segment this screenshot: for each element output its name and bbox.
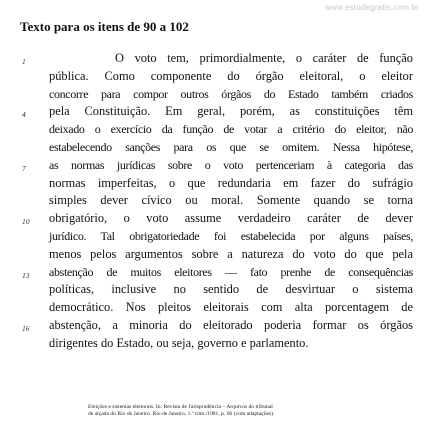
line-text: abstenção de muitos eleitores — fato prenhe de consequências [49,264,413,279]
text-line [0,299,425,317]
line-text: simples dever cívico ou moral. Somente quando se torna [49,193,413,208]
line-text: pública. Como componente do órgão eleitoral, o eleitor [49,68,413,83]
text-body [0,50,425,353]
text-line [0,335,425,353]
line-number: 13 [22,270,30,280]
watermark: www.estudegratis.com.br [325,3,419,12]
text-line [0,157,425,175]
text-line [0,210,425,228]
text-line [0,317,425,335]
citation-line: de alçada do Rio de Janeiro. Rio de Janeiro, 1.º trim./1981, p. 66 (com adaptações). [88,411,275,418]
line-text: deixado o exercício da função de votar a critério do eleitor, não [49,122,413,137]
text-line [0,68,425,86]
text-line [0,50,425,68]
text-line [0,281,425,299]
citation-line: Eleições e sistemas eleitorais. In: Revista de Jurisprudência – Arquivos do tribunal [88,404,273,410]
line-number: 7 [22,163,26,173]
line-number: 16 [22,323,30,333]
line-text: normas imperfeitas, o que redundaria em fazer do sufrágio [49,175,413,190]
line-text: O voto tem, primordialmente, o caráter de função [115,51,413,65]
text-line [0,246,425,264]
line-text: políticas, inclusive no sentido de desvirtuar o sistema [49,282,413,297]
text-line [0,228,425,246]
line-text: abstenção, a minoria do eleitorado poderia formar os órgãos [49,317,413,332]
line-text: pela Constituição. Em geral, porém, as constituições têm [49,104,413,119]
line-text: jurídico. Tal obrigatoriedade foi estabelecida por alguns países, [49,228,413,243]
line-text: democrático. Nos pleitos eleitorais com alta porcentagem de [49,300,413,315]
text-line [0,86,425,104]
source-citation [88,404,415,418]
line-text: as normas jurídicas sobre o voto pertenceriam à categoria das [49,157,413,172]
text-heading: Texto para os itens de 90 a 102 [20,19,189,34]
text-line [0,103,425,121]
line-number: 10 [22,217,30,227]
text-line [0,192,425,210]
text-line [0,264,425,282]
line-text: concorre para compor outros órgãos do Estado também criados [49,86,413,101]
line-number: 4 [22,110,26,120]
line-text: dirigentes do Estado, ou seja, governo e parlamento. [49,335,309,350]
line-text: menos pelos argumentos sobre a natureza do voto do que pela [49,246,413,261]
text-line [0,121,425,139]
line-text: obrigatório, o voto assume verdadeiro caráter de dever [49,211,413,226]
text-line [0,175,425,193]
line-text: estabelecendo sanções para os que se omitem. Nessa hipótese, [49,139,413,154]
text-line [0,139,425,157]
line-number: 1 [22,57,26,66]
